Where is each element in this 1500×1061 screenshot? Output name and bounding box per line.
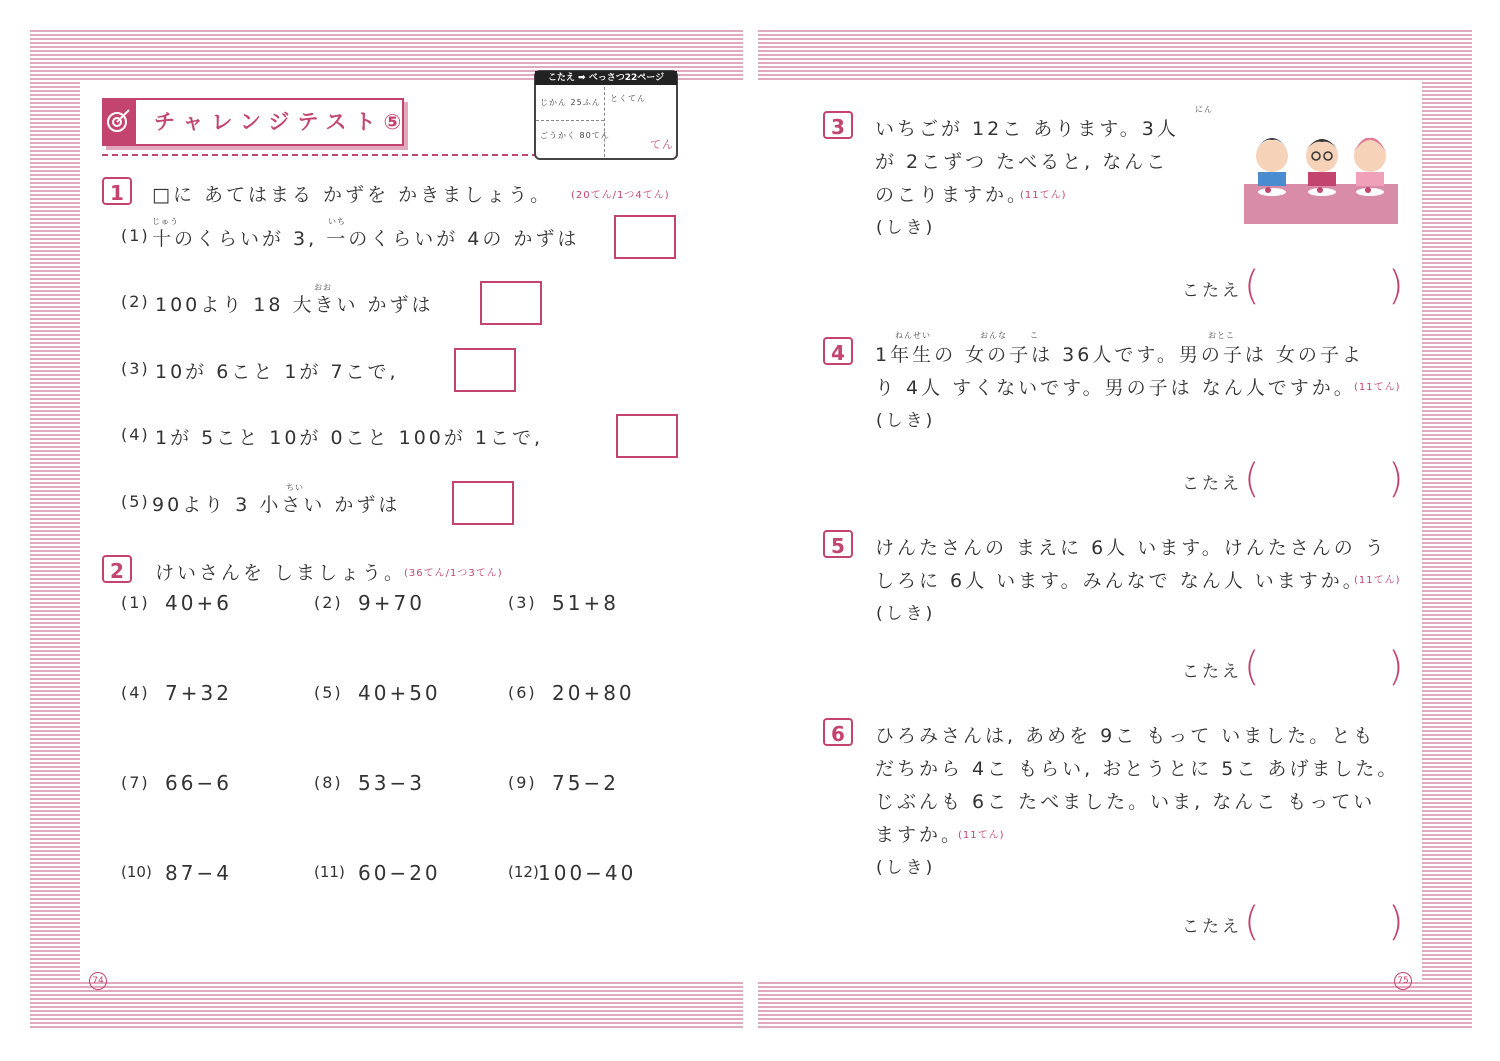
q6-kotae-label: こたえ <box>1182 917 1242 937</box>
time-limit-label: じかん 25ふん <box>540 98 601 107</box>
q2-item-no: (12) <box>508 863 539 881</box>
ruby-otoko: おとこ <box>1208 331 1235 340</box>
q1-item-1-no: (1) <box>121 226 150 245</box>
score-label: とくてん <box>610 94 646 103</box>
answer-card-header: こたえ ➡ べっさつ22ページ <box>535 71 677 85</box>
q1-answer-box-5[interactable] <box>452 481 514 525</box>
q2-points: (36てん/1つ3てん) <box>404 568 503 579</box>
q2-item-no: (10) <box>121 863 152 881</box>
answer-card-divider-v <box>604 87 605 157</box>
q4-line-1: 1年生の 女の子は 36人です。男の子は 女の子よ <box>875 344 1364 366</box>
pass-label: ごうかく 80てん <box>540 131 610 140</box>
q2-item-no: (11) <box>314 863 345 881</box>
q1-answer-box-3[interactable] <box>454 348 516 392</box>
q2-item-no: (6) <box>508 683 537 702</box>
question-number-3: 3 <box>823 111 853 139</box>
q2-item-expr: 9+70 <box>358 591 425 615</box>
q4-shiki: (しき) <box>876 411 936 431</box>
q6-line-4: ますか。 <box>875 824 964 846</box>
q6-answer-field[interactable] <box>1260 904 1388 940</box>
q2-item-expr: 40+50 <box>358 681 441 705</box>
q2-item-expr: 20+80 <box>552 681 635 705</box>
ruby-chii: ちい <box>286 483 304 492</box>
q4-answer-field[interactable] <box>1260 461 1388 497</box>
q6-line-3: じぶんも 6こ たべました。いま, なんこ もってい <box>875 791 1376 813</box>
q2-item-no: (4) <box>121 683 150 702</box>
q5-kotae-label: こたえ <box>1182 662 1242 682</box>
q5-answer-open: ( <box>1244 644 1260 690</box>
ruby-oo: おお <box>314 283 332 292</box>
q2-item-expr: 60−20 <box>358 861 441 885</box>
page-number-right: 75 <box>1394 972 1412 990</box>
q2-item-expr: 7+32 <box>165 681 232 705</box>
target-icon <box>102 98 136 146</box>
q4-answer-close: ) <box>1388 456 1404 502</box>
q3-answer-close: ) <box>1388 263 1404 309</box>
page-title: チャレンジテスト⑤ <box>154 110 410 134</box>
q1-item-5-text: 90より 3 小さい かずは <box>152 494 401 516</box>
q1-answer-box-2[interactable] <box>480 281 542 325</box>
q5-answer-field[interactable] <box>1260 649 1388 685</box>
q6-line-1: ひろみさんは, あめを 9こ もって いました。とも <box>875 725 1376 747</box>
question-number-6: 6 <box>823 718 853 746</box>
q1-answer-box-1[interactable] <box>614 215 676 259</box>
q2-prompt: けいさんを しましょう。 <box>155 562 407 584</box>
q2-item-no: (9) <box>508 773 537 792</box>
q6-line-2: だちから 4こ もらい, おとうとに 5こ あげました。 <box>875 758 1400 780</box>
q2-item-no: (8) <box>314 773 343 792</box>
q3-shiki: (しき) <box>876 218 936 238</box>
q5-line-1: けんたさんの まえに 6人 います。けんたさんの う <box>875 537 1387 559</box>
q4-points: (11てん) <box>1354 382 1401 393</box>
q2-item-no: (1) <box>121 593 150 612</box>
q1-answer-box-4[interactable] <box>616 414 678 458</box>
q1-points: (20てん/1つ4てん) <box>571 190 670 201</box>
q5-points: (11てん) <box>1354 575 1401 586</box>
q5-answer-close: ) <box>1388 644 1404 690</box>
q2-item-expr: 51+8 <box>552 591 619 615</box>
q6-shiki: (しき) <box>876 858 936 878</box>
q1-item-1-text: 十のくらいが 3, 一のくらいが 4の かずは <box>152 228 580 250</box>
q1-item-4-no: (4) <box>121 425 150 444</box>
ruby-ichi: いち <box>328 217 346 226</box>
ruby-onna: おんな <box>980 331 1007 340</box>
q3-answer-open: ( <box>1244 263 1260 309</box>
ruby-juu: じゅう <box>152 217 179 226</box>
q4-line-2: り 4人 すくないです。男の子は なん人ですか。 <box>875 377 1356 399</box>
ruby-nin: にん <box>1195 105 1213 114</box>
q1-item-4-text: 1が 5こと 10が 0こと 100が 1こで, <box>155 427 544 449</box>
q1-item-3-no: (3) <box>121 359 150 378</box>
q3-line-2: が 2こずつ たべると, なんこ <box>875 151 1169 173</box>
q3-answer-field[interactable] <box>1260 268 1388 304</box>
answer-card-divider-h <box>536 120 604 121</box>
q1-item-5-no: (5) <box>121 492 150 511</box>
q3-line-3: のこりますか。 <box>875 184 1030 206</box>
q2-item-expr: 75−2 <box>552 771 619 795</box>
q3-kotae-label: こたえ <box>1182 281 1242 301</box>
q3-line-1: いちごが 12こ あります。3人 <box>875 118 1179 140</box>
q1-prompt: □に あてはまる かずを かきましょう。 <box>152 184 553 206</box>
q1-item-2-no: (2) <box>121 292 150 311</box>
page-number-left: 74 <box>89 972 107 990</box>
q2-item-no: (5) <box>314 683 343 702</box>
q3-points: (11てん) <box>1020 190 1067 201</box>
q6-answer-open: ( <box>1244 899 1260 945</box>
q5-line-2: しろに 6人 います。みんなで なん人 いますか。 <box>875 570 1365 592</box>
question-number-5: 5 <box>823 530 853 558</box>
question-number-2: 2 <box>102 555 132 583</box>
ruby-ko: こ <box>1030 331 1039 340</box>
q4-answer-open: ( <box>1244 456 1260 502</box>
q2-item-no: (2) <box>314 593 343 612</box>
q5-shiki: (しき) <box>876 604 936 624</box>
q2-item-no: (3) <box>508 593 537 612</box>
q2-item-no: (7) <box>121 773 150 792</box>
q2-item-expr: 100−40 <box>538 861 637 885</box>
children-illustration <box>1244 120 1398 224</box>
q6-answer-close: ) <box>1388 899 1404 945</box>
ruby-nensei: ねんせい <box>895 331 931 340</box>
score-unit: てん <box>650 138 674 151</box>
q2-item-expr: 40+6 <box>165 591 232 615</box>
q6-points: (11てん) <box>958 830 1005 841</box>
question-number-4: 4 <box>823 337 853 365</box>
q2-item-expr: 66−6 <box>165 771 232 795</box>
q1-item-3-text: 10が 6こと 1が 7こで, <box>155 361 399 383</box>
q2-item-expr: 53−3 <box>358 771 425 795</box>
q2-item-expr: 87−4 <box>165 861 232 885</box>
question-number-1: 1 <box>102 177 132 205</box>
q1-item-2-text: 100より 18 大きい かずは <box>155 294 434 316</box>
q4-kotae-label: こたえ <box>1182 474 1242 494</box>
